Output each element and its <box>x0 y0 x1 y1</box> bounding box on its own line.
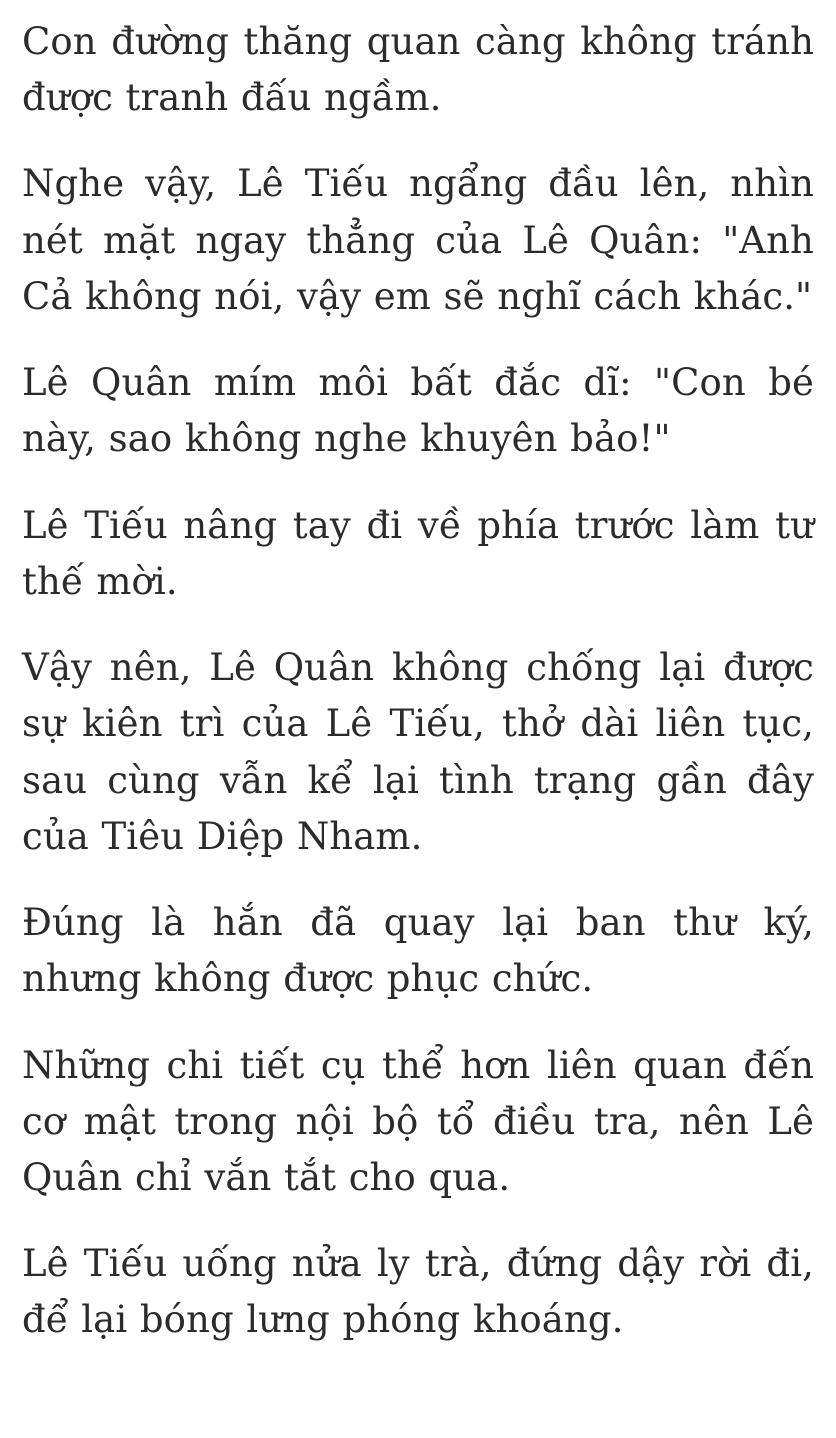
paragraph: Lê Quân mím môi bất đắc dĩ: "Con bé này, sao không nghe khuyên bảo!" <box>22 361 814 461</box>
paragraph: Những chi tiết cụ thể hơn liên quan đến cơ mật trong nội bộ tổ điều tra, nên Lê Quân chỉ vắn tắt cho qua. <box>22 1043 814 1199</box>
paragraph: Đúng là hắn đã quay lại ban thư ký, nhưng không được phục chức. <box>22 901 814 1001</box>
paragraph: Lê Tiếu nâng tay đi về phía trước làm tư thế mời. <box>22 503 814 603</box>
paragraph: Con đường thăng quan càng không tránh được tranh đấu ngầm. <box>22 20 814 120</box>
paragraph: Vậy nên, Lê Quân không chống lại được sự kiên trì của Lê Tiếu, thở dài liên tục, sau cùng vẫn kể lại tình trạng gần đây của Tiêu Diệp Nham. <box>22 646 814 858</box>
paragraph: Lê Tiếu uống nửa ly trà, đứng dậy rời đi, để lại bóng lưng phóng khoáng. <box>22 1242 814 1342</box>
paragraph: Nghe vậy, Lê Tiếu ngẩng đầu lên, nhìn nét mặt ngay thẳng của Lê Quân: "Anh Cả không nói, vậy em sẽ nghĩ cách khác." <box>22 162 814 318</box>
